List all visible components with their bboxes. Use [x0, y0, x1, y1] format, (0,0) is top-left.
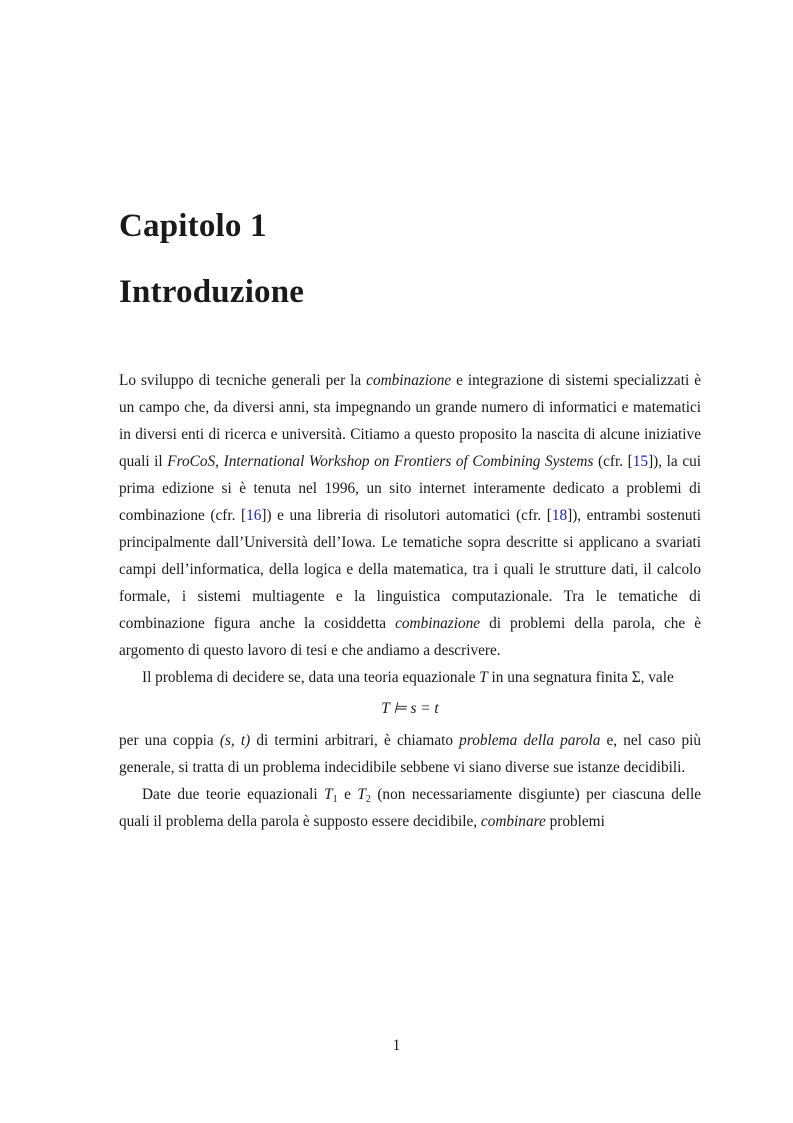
citation-link[interactable]: 16: [246, 507, 262, 524]
display-equation: T ⊨ s = t: [381, 700, 439, 717]
body-text: [119, 367, 701, 835]
text-run: problemi: [545, 813, 605, 830]
text-run: di problemi della parola, che è argomento di questo lavoro di tesi e che andiamo a descrivere.: [119, 615, 702, 659]
emphasis: combinare: [480, 813, 546, 830]
paragraph-3: [119, 727, 701, 781]
paragraph-4: [119, 781, 701, 835]
text-run: (non necessariamente disgiunte) per ciascuna delle quali il problema della parola è supposto essere decidibile,: [119, 786, 701, 830]
text-run: ]), entrambi sostenuti principalmente dall’Università dell’Iowa. Le tematiche sopra descritte si applicano a svariati campi dell’informatica, della logica e della matematica, tra i quali le strutture dati, il calcolo formale, i sistemi multiagente e la linguistica computazionale. Tra le tematiche di combinazione figura anche la cosiddetta: [119, 507, 702, 632]
chapter-title: Introduzione: [119, 274, 305, 310]
citation-link[interactable]: 15: [632, 453, 649, 470]
emphasis: problema della parola: [459, 732, 601, 749]
text-run: Date due teorie equazionali: [142, 786, 325, 803]
paragraph-2: [119, 664, 701, 691]
math-symbol: T: [357, 786, 366, 803]
emphasis: combinazione: [395, 615, 481, 632]
math-symbol: T: [479, 669, 488, 686]
subscript: 2: [365, 794, 371, 805]
emphasis: FroCoS, International Workshop on Frontiers of Combining Systems: [167, 453, 594, 470]
chapter-label: Capitolo 1: [119, 208, 267, 244]
text-run: e, nel caso più generale, si tratta di un problema indecidibile sebbene vi siano diverse sue istanze decidibili.: [119, 732, 701, 776]
math-symbol: T: [324, 786, 333, 803]
text-run: Lo sviluppo di tecniche generali per la: [119, 372, 367, 389]
text-run: Il problema di decidere se, data una teoria equazionale: [142, 669, 480, 686]
math-symbol: (s, t): [219, 732, 251, 749]
citation-link[interactable]: 18: [551, 507, 568, 524]
text-run: ]) e una libreria di risolutori automatici (cfr. [: [261, 507, 552, 524]
page-number: 1: [392, 1037, 401, 1054]
text-run: in una segnatura finita Σ, vale: [487, 669, 674, 686]
text-run: di termini arbitrari, è chiamato: [250, 732, 460, 749]
text-run: per una coppia: [119, 732, 220, 749]
subscript: 1: [332, 794, 338, 805]
text-run: ]), la cui prima edizione si è tenuta nel 1996, un sito internet interamente dedicato a problemi di combinazione (cfr. [: [119, 453, 702, 524]
paragraph-1: [119, 367, 701, 664]
text-run: e: [337, 786, 358, 803]
text-run: e integrazione di sistemi specializzati è un campo che, da diversi anni, sta impegnando un grande numero di informatici e matematici in diversi enti di ricerca e università. Citiamo a questo proposito la nascita di alcune iniziative quali il: [119, 372, 701, 470]
emphasis: combinazione: [366, 372, 452, 389]
text-run: (cfr. [: [593, 453, 633, 470]
